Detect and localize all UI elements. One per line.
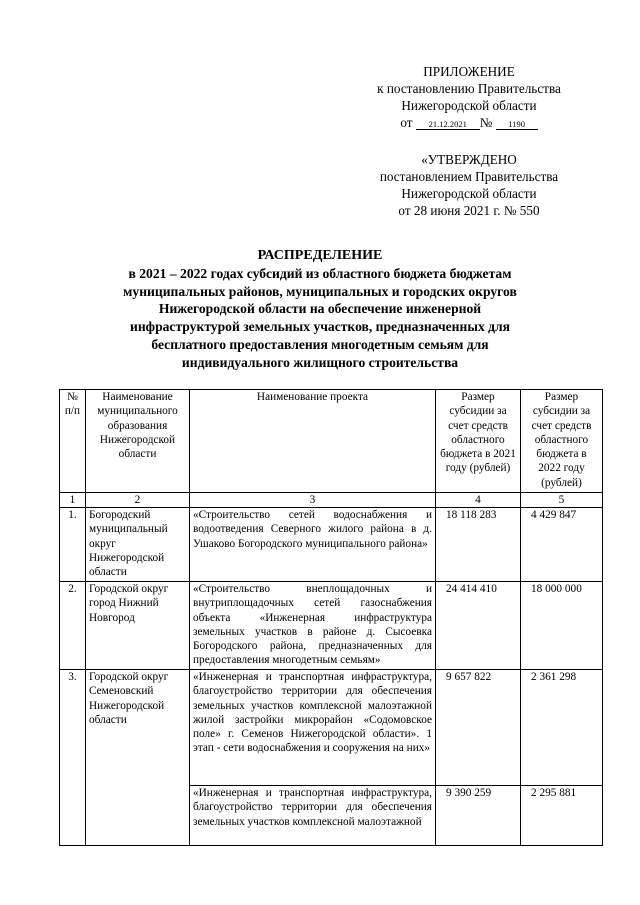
row-project: «Строительство внеплощадочных и внутриплощадочных сетей газоснабжения объекта «Инженерная инфраструктура земельных участков в районе д. Сысоевка Богородского района, предназначенных для предоставления многодетным семьям»	[190, 582, 436, 670]
row-number: 2.	[60, 582, 86, 670]
column-index: 4	[436, 493, 521, 508]
row-amount-2021: 9 390 259	[436, 786, 521, 846]
appendix-date-line	[358, 114, 580, 131]
appendix-decree-line: к постановлению Правительства	[377, 81, 561, 96]
header-project: Наименование проекта	[190, 390, 436, 493]
appendix-header	[358, 63, 580, 131]
column-index: 1	[60, 493, 86, 508]
appendix-region-line: Нижегородской области	[401, 98, 537, 113]
row-amount-2021: 9 657 822	[436, 670, 521, 786]
document-title	[80, 247, 560, 372]
table-row	[60, 508, 603, 582]
column-index: 2	[86, 493, 190, 508]
column-index-row	[60, 493, 603, 508]
row-project: «Строительство сетей водоснабжения и водоотведения Северного жилого района в д. Ушаково Богородского муниципального района»	[190, 508, 436, 582]
approved-title: «УТВЕРЖДЕНО	[421, 152, 517, 167]
table-header-row	[60, 390, 603, 493]
approved-header	[358, 151, 580, 219]
row-municipality: Городской округ Семеновский Нижегородской области	[86, 670, 190, 846]
approved-decree-line: постановлением Правительства	[379, 169, 559, 184]
title-line-4: Нижегородской области на обеспечение инженерной	[158, 301, 482, 317]
header-municipality: Наименование муниципального образования Нижегородской области	[86, 390, 190, 493]
appendix-number-field: 1190	[496, 119, 538, 130]
table-row	[60, 582, 603, 670]
row-amount-2022: 2 295 881	[521, 786, 603, 846]
row-number: 3.	[60, 670, 86, 846]
row-amount-2021: 24 414 410	[436, 582, 521, 670]
header-number: № п/п	[60, 390, 86, 493]
column-index: 3	[190, 493, 436, 508]
row-municipality: Городской округ город Нижний Новгород	[86, 582, 190, 670]
row-amount-2022: 18 000 000	[521, 582, 603, 670]
row-project: «Инженерная и транспортная инфраструктура, благоустройство территории для обеспечения земельных участков комплексной малоэтажной жилой застройки микрорайон «Содомовское поле» г. Семенов Нижегородской области». 1 этап - сети водоснабжения и сооружения на них»	[190, 670, 436, 786]
row-amount-2022: 4 429 847	[521, 508, 603, 582]
title-line-3: муниципальных районов, муниципальных и городских округов	[123, 283, 517, 299]
subsidy-table	[59, 389, 603, 846]
row-project: «Инженерная и транспортная инфраструктура, благоустройство территории для обеспечения земельных участков комплексной малоэтажной	[190, 786, 436, 846]
title-line-6: бесплатного предоставления многодетным семьям для	[151, 336, 489, 352]
title-line-1: РАСПРЕДЕЛЕНИЕ	[257, 248, 383, 263]
title-line-7: индивидуального жилищного строительства	[181, 354, 459, 370]
row-amount-2021: 18 118 283	[436, 508, 521, 582]
approved-date-line: от 28 июня 2021 г. № 550	[398, 203, 540, 218]
appendix-title: ПРИЛОЖЕНИЕ	[423, 64, 515, 79]
title-line-2: в 2021 – 2022 годах субсидий из областного бюджета бюджетам	[128, 265, 512, 281]
appendix-number-label: №	[479, 115, 493, 130]
row-municipality: Богородский муниципальный округ Нижегородской области	[86, 508, 190, 582]
header-2022: Размер субсидии за счет средств областного бюджета в 2022 году (рублей)	[521, 390, 603, 493]
row-number: 1.	[60, 508, 86, 582]
appendix-date-field: 21.12.2021	[416, 119, 480, 130]
table-row	[60, 670, 603, 786]
appendix-from-label: от	[400, 115, 413, 130]
row-amount-2022: 2 361 298	[521, 670, 603, 786]
title-line-5: инфраструктурой земельных участков, предназначенных для	[130, 319, 510, 335]
header-2021: Размер субсидии за счет средств областного бюджета в 2021 году (рублей)	[436, 390, 521, 493]
column-index: 5	[521, 493, 603, 508]
approved-region-line: Нижегородской области	[401, 186, 537, 201]
